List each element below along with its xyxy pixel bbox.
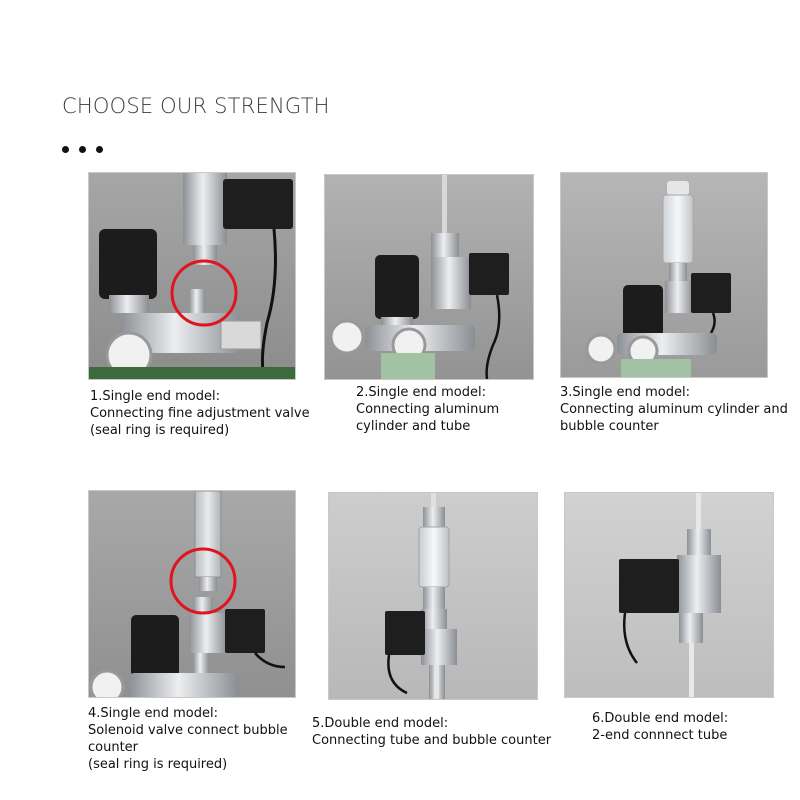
product-caption-5 bbox=[312, 715, 551, 749]
dot-icon bbox=[79, 146, 86, 153]
product-photo-6 bbox=[564, 492, 774, 698]
double-end-bubble-counter-image bbox=[329, 493, 537, 699]
dots-divider bbox=[62, 146, 103, 153]
product-photo-2 bbox=[324, 174, 534, 380]
double-end-tube-image bbox=[565, 493, 773, 697]
caption-line: Connecting fine adjustment valve bbox=[90, 406, 310, 421]
caption-line: (seal ring is required) bbox=[90, 423, 230, 438]
caption-line: 2.Single end model: bbox=[356, 385, 486, 400]
product-caption-6 bbox=[592, 710, 728, 744]
regulator-cylinder-tube-image bbox=[325, 175, 533, 379]
caption-line: Solenoid valve connect bubble bbox=[88, 723, 288, 738]
caption-line: 3.Single end model: bbox=[560, 385, 690, 400]
caption-line: Connecting aluminum bbox=[356, 402, 500, 417]
dot-icon bbox=[96, 146, 103, 153]
caption-line: 2-end connnect tube bbox=[592, 728, 728, 743]
regulator-fine-valve-image bbox=[89, 173, 295, 379]
product-photo-3 bbox=[560, 172, 768, 378]
caption-line: 4.Single end model: bbox=[88, 706, 218, 721]
solenoid-bubble-counter-image bbox=[89, 491, 295, 697]
caption-line: Connecting aluminum cylinder and bbox=[560, 402, 788, 417]
caption-line: (seal ring is required) bbox=[88, 757, 228, 772]
product-photo-5 bbox=[328, 492, 538, 700]
caption-line: 6.Double end model: bbox=[592, 711, 729, 726]
caption-line: counter bbox=[88, 740, 139, 755]
product-caption-4 bbox=[88, 705, 288, 773]
caption-line: 5.Double end model: bbox=[312, 716, 449, 731]
product-photo-1 bbox=[88, 172, 296, 380]
caption-line: cylinder and tube bbox=[356, 419, 471, 434]
regulator-bubble-counter-image bbox=[561, 173, 767, 377]
caption-line: bubble counter bbox=[560, 419, 659, 434]
caption-line: 1.Single end model: bbox=[90, 389, 220, 404]
product-photo-4 bbox=[88, 490, 296, 698]
product-caption-2 bbox=[356, 384, 499, 435]
product-caption-3 bbox=[560, 384, 788, 435]
page-title: CHOOSE OUR STRENGTH bbox=[62, 94, 330, 118]
dot-icon bbox=[62, 146, 69, 153]
product-caption-1 bbox=[90, 388, 310, 439]
caption-line: Connecting tube and bubble counter bbox=[312, 733, 552, 748]
